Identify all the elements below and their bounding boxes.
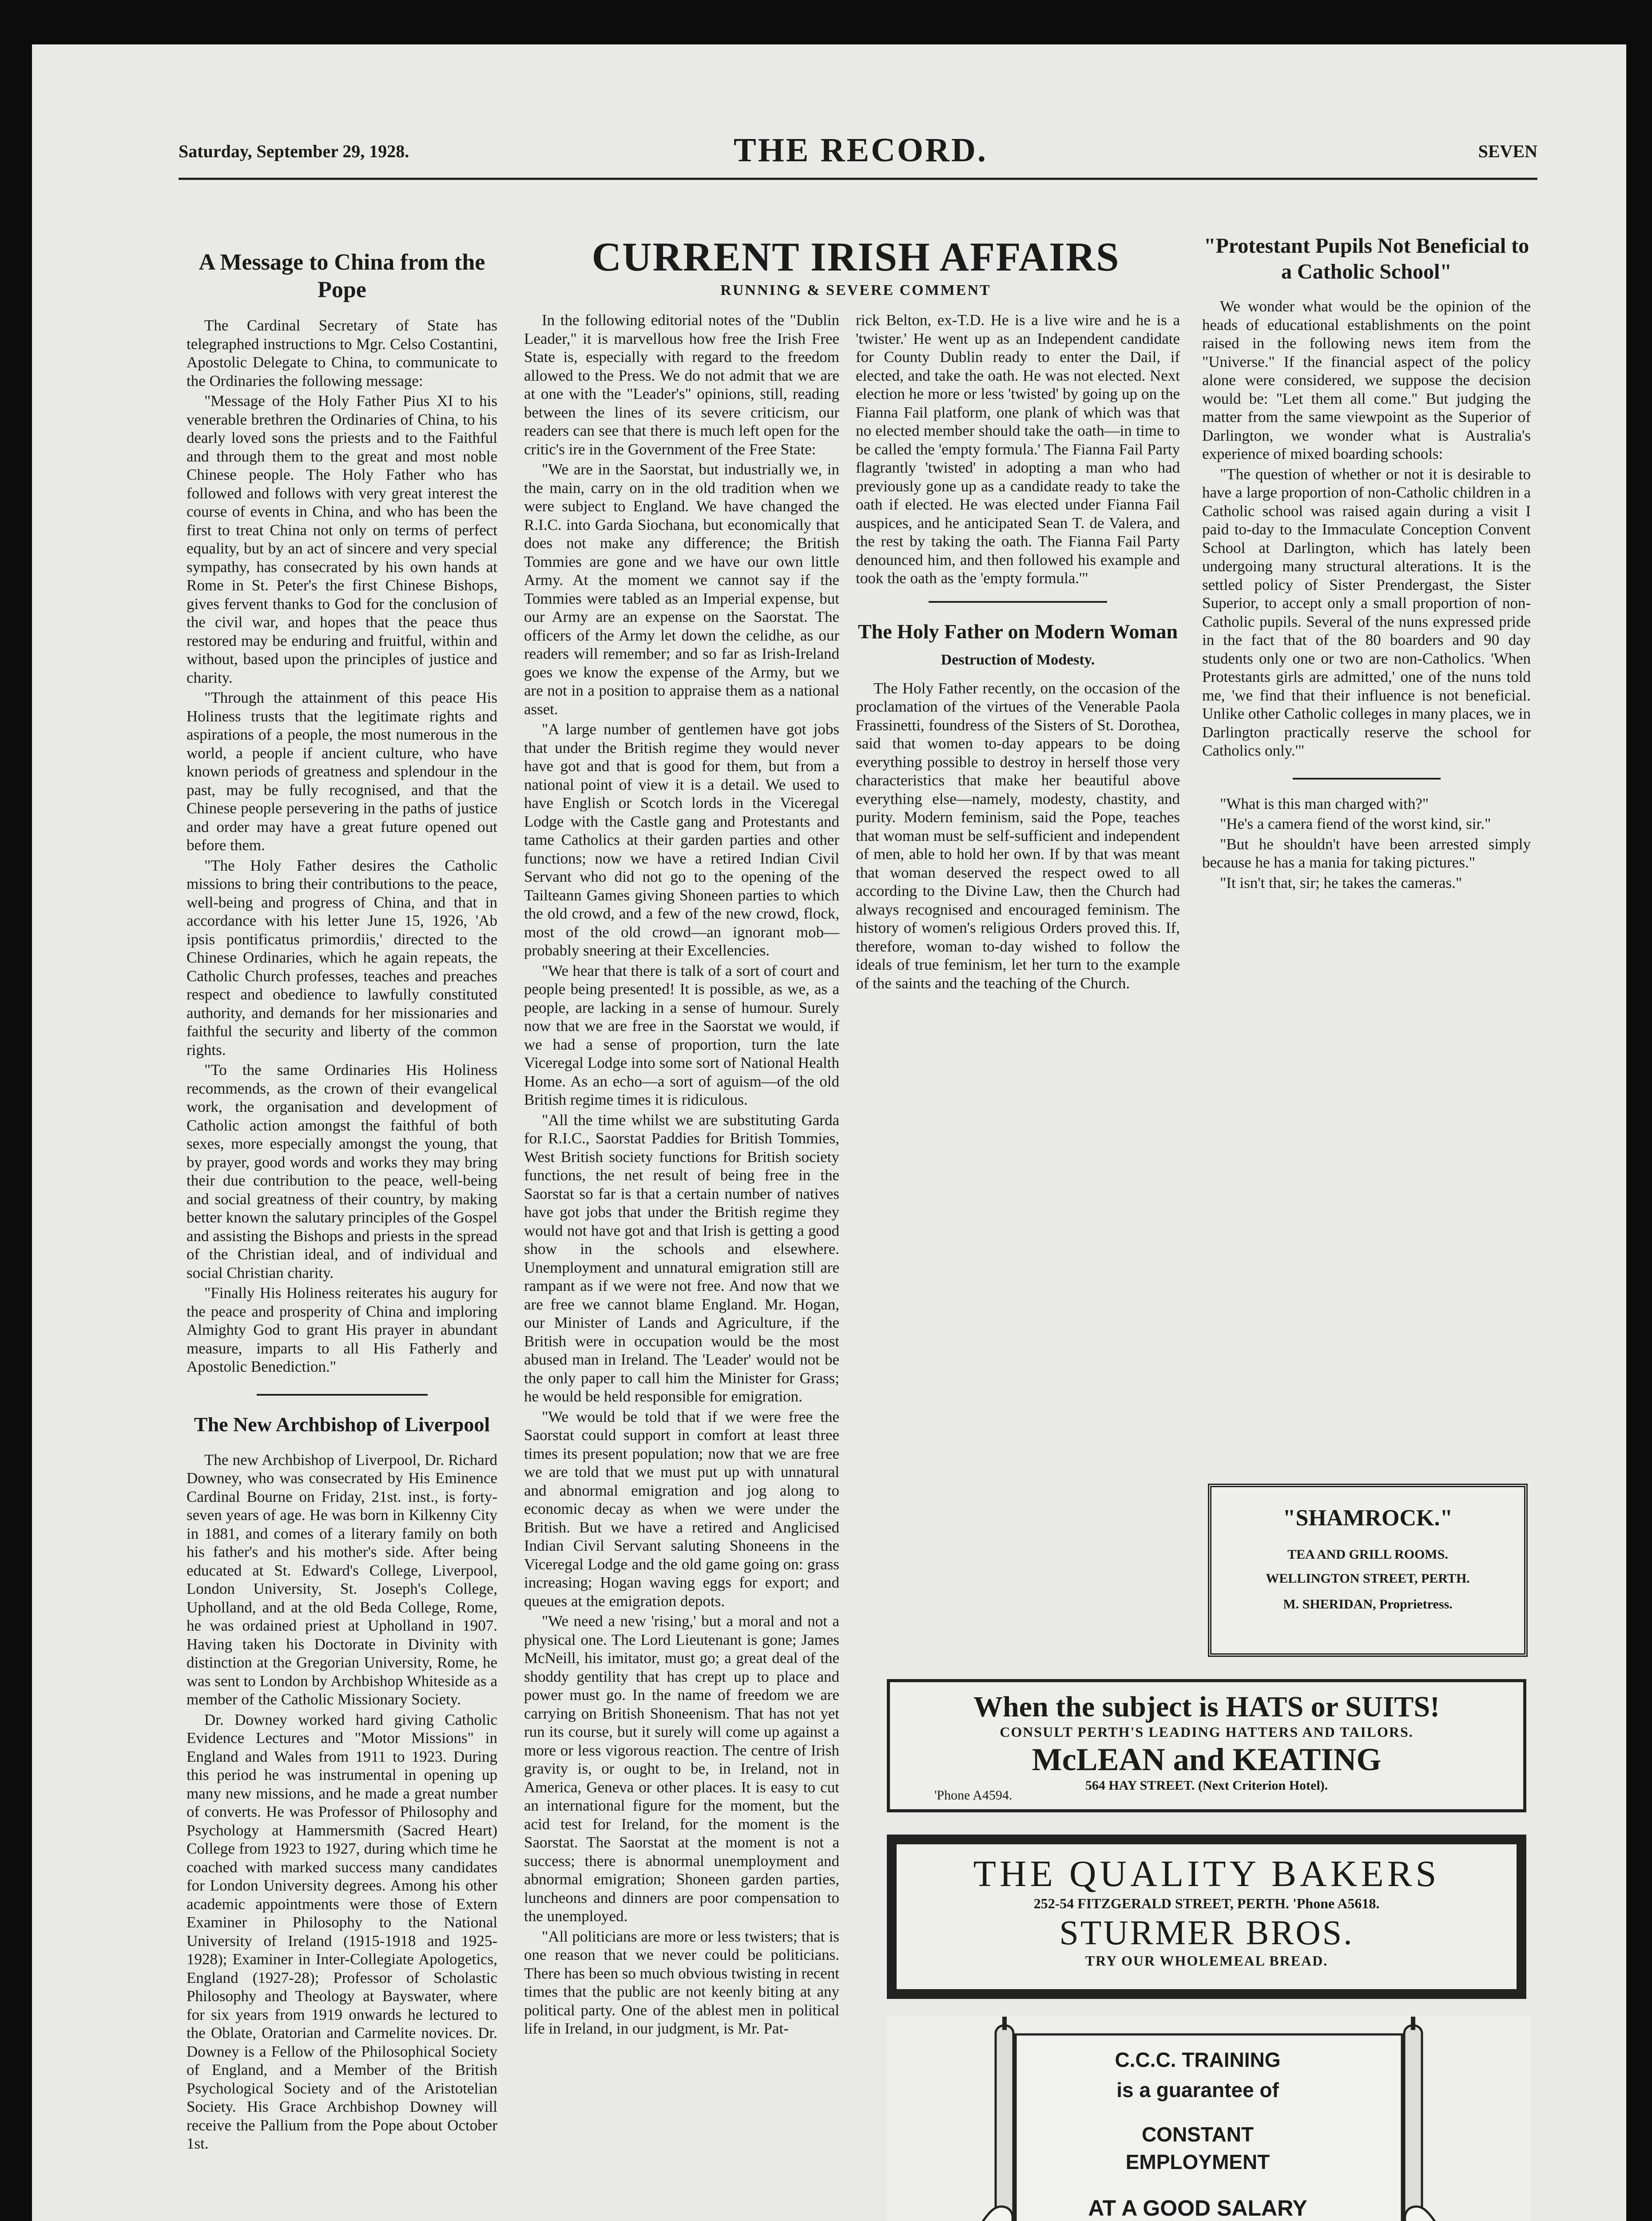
- irish-affairs-subhead: RUNNING & SEVERE COMMENT: [720, 282, 991, 299]
- article-paragraph: The new Archbishop of Liverpool, Dr. Richard Downey, who was consecrated by His Eminence Cardinal Bourne on Friday, 21st. inst., is forty-seven years of age. He was born in Kilkenny City in 1881, and comes of a literary family on both his father's and his mother's side. After being educated at St. Edward's College, Liverpool, London University, St. Joseph's College, Upholland, and at the old Beda College, Rome, he was ordained priest at Upholland in 1907. Having taken his Doctorate in Divinity with distinction at the Gregorian University, Rome, he was sent to London by Archbishop Whiteside as a member of the Catholic Missionary Society.: [187, 1451, 497, 1708]
- masthead: [179, 131, 1537, 180]
- divider: [929, 601, 1107, 603]
- article-paragraph: "We need a new 'rising,' but a moral and not a physical one. The Lord Lieutenant is gone; James McNeill, his imitator, must go; a great deal of the shoddy gentility that has crept up to place and power must go. In the name of freedom we are carrying on British Shoneenism. That has not yet run its course, but it surely will come up against a more or less vigorous reaction. The centre of Irish gravity is, or ought to be, in Ireland, not in America, Geneva or other places. It is easy to cut an international figure for the moment, but the acid test for Ireland, for the moment is the Saorstat. The Saorstat at the moment is not a success; there is abnormal unemployment and abnormal emigration; Shoneen garden parties, luncheons and dinners are poor compensation to the unemployed.: [524, 1612, 839, 1925]
- divider: [1293, 778, 1441, 780]
- joke-camera-fiend: [1202, 795, 1531, 892]
- irish-affairs-headline: CURRENT IRISH AFFAIRS: [592, 234, 1120, 279]
- article-headline: A Message to China from the Pope: [199, 250, 485, 303]
- ad-tagline: TRY OUR WHOLEMEAL BREAD.: [1085, 1953, 1328, 1969]
- article-china-message: [187, 249, 497, 1376]
- column-2: [524, 311, 839, 2040]
- ad-business-type: TEA AND GRILL ROOMS.: [1287, 1547, 1448, 1562]
- article-holy-father-woman: [856, 618, 1180, 993]
- newspaper-page: [32, 44, 1626, 2221]
- scroll-line: EMPLOYMENT: [1125, 2150, 1270, 2173]
- ad-business-name: "SHAMROCK.": [1283, 1505, 1453, 1531]
- ad-business-name: McLEAN and KEATING: [1032, 1742, 1382, 1777]
- article-paragraph: rick Belton, ex-T.D. He is a live wire and he is a 'twister.' He went up as an Independent candidate for County Dublin ready to enter the Dail, if elected, and take the oath. He was not elected. Next election he more or less 'twisted' by going up on the Fianna Fail platform, one plank of which was that no elected member should take the oath—in time to be called the 'empty formula.' The Fianna Fail Party flagrantly 'twisted' in adopting a man who had previously gone up as a candidate ready to take the oath if elected. He was elected under Fianna Fail auspices, and he anticipated Sean T. de Valera, and the rest by taking the oath. The Fianna Fail Party denounced him, and then followed his example and took the oath as the 'empty formula.'": [856, 311, 1180, 587]
- newspaper-title: THE RECORD.: [734, 131, 988, 169]
- article-paragraph: "We hear that there is talk of a sort of court and people being presented! It is possible, as we, as a people, are lacking in a sense of humour. Surely now that we are free in the Saorstat we would, if we had a sense of proportion, turn the late Viceregal Lodge into some sort of National Health Home. As an echo—a sort of aguism—of the old British regime times it is ridiculous.: [524, 962, 839, 1108]
- scroll-line: is a guarantee of: [1116, 2078, 1279, 2102]
- article-paragraph: In the following editorial notes of the "Dublin Leader," it is marvellous how free the Irish Free State is, especially with regard to the freedom allowed to the Press. We do not admit that we are at one with the "Leader's" opinions, still, reading between the lines of its severe criticism, our readers can see that there is much left open for the critic's ire in the Government of the Free State:: [524, 311, 839, 458]
- article-subhead: Destruction of Modesty.: [941, 651, 1095, 668]
- article-paragraph: "A large number of gentlemen have got jobs that under the British regime they would never have got and that is good for them, but from a national point of view it is a detail. We used to have English or Scotch lords in the Viceregal Lodge with the Castle gang and Protestants and tame Catholics at their garden parties and other functions; now we have a retired Indian Civil Servant who did not go to the opening of the Tailteann Games giving Shoneen parties to which the old crowd, and a few of the new crowd, flock, most of the old crowd—an ignorant mob—probably sneering at their Excellencies.: [524, 720, 839, 959]
- ad-proprietor: M. SHERIDAN, Proprietress.: [1283, 1597, 1453, 1612]
- article-archbishop-liverpool: [187, 1411, 497, 2153]
- joke-line: "But he shouldn't have been arrested simply because he has a mania for taking pictures.": [1202, 835, 1531, 871]
- article-headline: The New Archbishop of Liverpool: [194, 1413, 490, 1436]
- ad-business-name: THE QUALITY BAKERS: [973, 1853, 1440, 1895]
- article-paragraph: "All the time whilst we are substituting Garda for R.I.C., Saorstat Paddies for British Tommies, West British society functions for British society functions, the net result of being free in the Saorstat so far is that a certain number of natives have got jobs that under the British regime they would not have got and that Irish is getting a good show in the schools and elsewhere. Unemployment and unnatural emigration still are rampant as if we were not free. And now that we are free we cannot blame England. Mr. Hogan, our Minister of Lands and Agriculture, if the British were in occupation would be the most abused man in Ireland. The 'Leader' would not be the only paper to call him the Minister for Grass; he would be held responsible for emigration.: [524, 1111, 839, 1405]
- scroll-text: [998, 2048, 1398, 2221]
- advertisement-city-commercial-college: [887, 2017, 1531, 2221]
- ad-headline: When the subject is HATS or SUITS!: [973, 1691, 1440, 1723]
- scroll-line: CONSTANT: [1141, 2123, 1254, 2146]
- advertisement-shamrock: [1208, 1484, 1528, 1657]
- article-paragraph: "The Holy Father desires the Catholic missions to bring their contributions to the peace, well-being and progress of China, and that in accordance with his letter June 15, 1926, 'Ab ipsis pontificatus primordiis,' directed to the Chinese Ordinaries, which he again repeats, the Catholic Church professes, teaches and preaches respect and obedience to lawfully constituted authority, and demands for her missionaries and faithful the security and liberty of the common rights.: [187, 856, 497, 1059]
- advertisement-mclean-keating: [887, 1679, 1526, 1812]
- ad-owner: STURMER BROS.: [1059, 1913, 1354, 1952]
- joke-line: "He's a camera fiend of the worst kind, sir.": [1220, 815, 1491, 832]
- article-headline: The Holy Father on Modern Woman: [858, 620, 1178, 643]
- article-paragraph: "The question of whether or not it is desirable to have a large proportion of non-Catholic children in a Catholic school was raised again during a visit I paid to-day to the Immaculate Conception Convent School at Darlington, which has lately been undergoing many structural alterations. It is the settled policy of Sister Prendergast, the Sister Superior, to accept only a small proportion of non-Catholic pupils. Several of the nuns expressed pride in the fact that of the 80 boarders and 90 day students only one or two are non-Catholics. 'When Protestants girls are admitted,' one of the nuns told me, 'we find that their influence is not beneficial. Unlike other Catholic colleges in many places, we in Darlington practically reserve the school for Catholics only.'": [1202, 465, 1531, 759]
- article-protestant-pupils: [1202, 233, 1531, 760]
- ad-address: WELLINGTON STREET, PERTH.: [1266, 1571, 1470, 1586]
- ad-tagline: CONSULT PERTH'S LEADING HATTERS AND TAILORS.: [1000, 1724, 1414, 1740]
- issue-date: Saturday, September 29, 1928.: [179, 141, 409, 161]
- divider: [257, 1394, 428, 1396]
- column-4: [1202, 233, 1531, 910]
- article-paragraph: The Cardinal Secretary of State has telegraphed instructions to Mgr. Celso Costantini, Apostolic Delegate to China, to communicate to the Ordinaries the following message:: [187, 317, 497, 390]
- ad-address: 564 HAY STREET. (Next Criterion Hotel).: [1085, 1778, 1328, 1793]
- scroll-line: AT A GOOD SALARY: [1088, 2196, 1307, 2221]
- article-paragraph: We wonder what would be the opinion of the heads of educational establishments on the point raised in the following news item from the "Universe." If the financial aspect of the policy alone were considered, we suppose the decision would be: "Let them all come." But judging the matter from the same viewpoint as the Superior of Darlington, we wonder what is Australia's experience of mixed boarding schools:: [1202, 298, 1531, 462]
- article-paragraph: "All politicians are more or less twisters; that is one reason that we never could be politicians. There has been so much obvious twisting in recent times that the public are not keenly biting at any political party. One of the ablest men in political life in Ireland, in our judgment, is Mr. Pat-: [524, 1927, 839, 2037]
- column-1: [187, 249, 497, 2171]
- joke-line: "It isn't that, sir; he takes the cameras.": [1220, 874, 1462, 892]
- article-paragraph: Dr. Downey worked hard giving Catholic Evidence Lectures and "Motor Missions" in England and Wales from 1911 to 1923. During this period he was instrumental in opening up many new missions, and he made a great number of converts. He was Professor of Philosophy and Psychology at Hammersmith (Sacred Heart) College from 1923 to 1927, during which time he coached with marked success many candidates for London University degrees. Among his other academic appointments were those of Extern Examiner in Philosophy to the National University of Ireland (1915-1918 and 1925-1928); Examiner in Inter-Collegiate Apologetics, England (1927-28); Professor of Scholastic Philosophy and Theology at Bayswater, where for six years from 1919 onwards he lectured to the Oblate, Oratorian and Carmelite novices. Dr. Downey is a Fellow of the Philosophical Society of England, and a Member of the British Psychological Society and of the Aristotelian Society. His Grace Archbishop Downey will receive the Pallium from the Pope about October 1st.: [187, 1711, 497, 2152]
- article-paragraph: "To the same Ordinaries His Holiness recommends, as the crown of their evangelical work, the organisation and development of Catholic action amongst the faithful of both sexes, more especially amongst the young, that by prayer, good words and works they may bring their due contribution to the peace, well-being and social greatness of their country, by making better known the salutary principles of the Gospel and assisting the Bishops and priests in the spread of the Christian ideal, and of individual and social Christian charity.: [187, 1061, 497, 1282]
- article-paragraph: "Message of the Holy Father Pius XI to his venerable brethren the Ordinaries of China, to his dearly loved sons the priests and to the Faithful and through them to the great and most noble Chinese people. The Holy Father who has followed and follows with very great interest the course of events in China, and who has been the first to treat China not only on terms of perfect equality, but by an act of sincere and very special sympathy, has consecrated by his own hands at Rome in St. Peter's the first Chinese Bishops, gives fervent thanks to God for the conclusion of the civil war, and hopes that the peace thus restored may be enduring and fruitful, within and without, based upon the principles of justice and charity.: [187, 392, 497, 686]
- article-headline: "Protestant Pupils Not Beneficial to a Catholic School": [1203, 234, 1529, 283]
- ad-phone: 'Phone A4594.: [934, 1788, 1013, 1803]
- advertisement-quality-bakers: [887, 1835, 1526, 1999]
- ad-address: 252-54 FITZGERALD STREET, PERTH. 'Phone A5618.: [1033, 1895, 1380, 1911]
- scroll-line: C.C.C. TRAINING: [1115, 2048, 1281, 2071]
- joke-line: "What is this man charged with?": [1220, 795, 1429, 812]
- article-paragraph: "We are in the Saorstat, but industrially we, in the main, carry on in the old tradition when we were subject to England. We have changed the R.I.C. into Garda Siochana, but economically that does not make any difference; the British Tommies are gone and we have our own little Army. At the moment we cannot say if the Tommies were tabled as an Imperial expense, but our Army are an expense on the Saorstat. The officers of the Army let down the celidhe, as our readers will remember; and so far as Irish-Ireland goes we know the expense of the Army, but we are not in a position to appraise them as a national asset.: [524, 461, 839, 718]
- article-paragraph: The Holy Father recently, on the occasion of the proclamation of the virtues of the Venerable Paola Frassinetti, foundress of the Sisters of St. Dorothea, said that women to-day appears to be doing everything possible to destroy in herself those very characteristics that make her beautiful above everything else—namely, modesty, chastity, and purity. Modern feminism, said the Pope, teaches that woman must be self-sufficient and independent of men, able to hold her own. If by that was meant that woman deserved the respect owed to all according to the Divine Law, then the Church had always recognised and encouraged feminism. The history of women's religious Orders proved this. If, therefore, woman to-day wished to follow the ideals of true feminism, let her turn to the example of the saints and the teaching of the Church.: [856, 679, 1180, 992]
- article-paragraph: "Through the attainment of this peace His Holiness trusts that the legitimate rights and aspirations of a people, the most numerous in the world, a people if ancient culture, who have known periods of greatness and splendour in the past, may be fully recognised, and that the Chinese people persevering in the paths of justice and order may have a great future opened out before them.: [187, 689, 497, 854]
- page-number: SEVEN: [1478, 141, 1537, 161]
- column-3: [856, 311, 1180, 1010]
- article-paragraph: "We would be told that if we were free the Saorstat could support in comfort at least three times its present population; now that we are free we are told that we must put up with unnatural and abnormal emigration and jog along to economic decay as when we were under the British. But we have a retired and Anglicised Indian Civil Servant saluting Shoneens in the Viceregal Lodge and the old game going on: grass increasing; Hogan waving eggs for export; and queues at the emigration depots.: [524, 1408, 839, 1610]
- article-paragraph: "Finally His Holiness reiterates his augury for the peace and prosperity of China and imploring Almighty God to grant His prayer in abundant measure, imparts to all His Fatherly and Apostolic Benediction.": [187, 1284, 497, 1375]
